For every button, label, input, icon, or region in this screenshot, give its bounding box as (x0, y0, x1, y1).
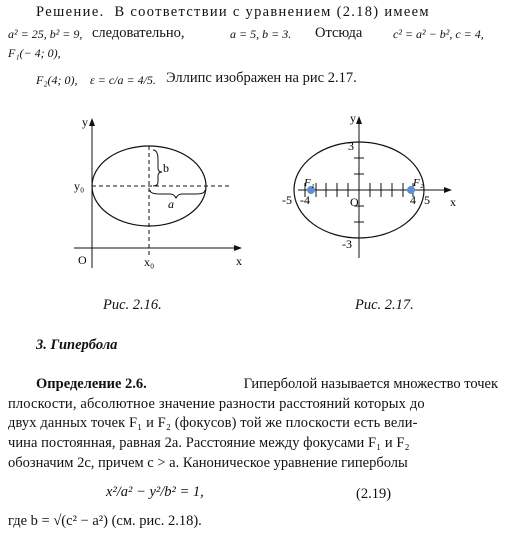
formula-a-b: a = 5, b = 3. (230, 27, 292, 41)
fig217-label-f1: F₁ (304, 177, 315, 189)
fig217-y-arrow (356, 116, 362, 124)
text-otkuda: Отсюда (315, 25, 363, 41)
figure-2-17 (278, 110, 478, 270)
definition-label: Определение 2.6. (36, 376, 147, 392)
fig217-x-arrow (444, 187, 452, 193)
fig217-label-3: 3 (348, 139, 354, 153)
caption-fig-2-17: Рис. 2.17. (355, 297, 414, 313)
definition-line-5: обозначим 2c, причем c > a. Каноническое уравнение гиперболы (8, 455, 408, 471)
equation-number: (2.19) (356, 486, 392, 502)
definition-line-1 (36, 374, 498, 394)
section-title: 3. Гипербола (36, 337, 118, 353)
fig217-label-y: y (350, 111, 356, 125)
text-ellipse-ref: Эллипс изображен на рис 2.17. (166, 70, 357, 86)
solution-intro: В соответствии с уравнением (2.18) имеем (114, 4, 430, 20)
fig217-label-5: 5 (424, 193, 430, 207)
hyperbola-equation: x²/a² − y²/b² = 1, (106, 484, 204, 500)
fig217-label-m4: -4 (300, 193, 310, 207)
fig216-label-b: b (163, 161, 169, 175)
definition-line-2: плоскости, абсолютное значение разности расстояний которых до (8, 396, 425, 412)
fig216-y-arrow (89, 118, 95, 126)
solution-line-1 (36, 4, 430, 21)
fig217-label-f2: F₂ (413, 177, 424, 189)
formula-c: c² = a² − b², c = 4, (393, 27, 484, 41)
formula-f2: F₂(4; 0), (36, 73, 78, 87)
fig216-label-x0: x₀ (144, 255, 155, 269)
fig216-a-brace (150, 190, 205, 198)
fig217-label-m5: -5 (282, 193, 292, 207)
where-b-line: где b = √(c² − a²) (см. рис. 2.18). (8, 513, 202, 529)
caption-fig-2-16: Рис. 2.16. (103, 297, 162, 313)
fig216-label-a: a (168, 197, 174, 211)
formula-a2-b2: a² = 25, b² = 9, (8, 27, 83, 41)
fig216-label-o: O (78, 253, 87, 267)
definition-line-3: двух данных точек F₁ и F₂ (фокусов) той же плоскости есть вели- (8, 415, 418, 431)
fig217-label-m3: -3 (342, 237, 352, 251)
fig217-label-o: O (350, 195, 359, 209)
fig216-label-y0: y₀ (74, 179, 85, 193)
fig217-label-x: x (450, 195, 456, 209)
definition-line-1-text: Гиперболой называется множество точек (243, 376, 498, 392)
solution-label: Решение. (36, 4, 105, 20)
fig216-b-brace (153, 150, 162, 186)
text-sledovatelno: следовательно, (92, 25, 185, 41)
fig216-x-arrow (234, 245, 242, 251)
fig216-label-y: y (82, 115, 88, 129)
formula-eps: ε = c/a = 4/5. (90, 73, 156, 87)
formula-f1: F₁(− 4; 0), (8, 46, 61, 60)
fig216-label-x: x (236, 254, 242, 268)
fig217-label-4: 4 (410, 193, 416, 207)
figure-2-16 (60, 108, 250, 278)
definition-line-4: чина постоянная, равная 2a. Расстояние между фокусами F₁ и F₂ (8, 435, 410, 451)
